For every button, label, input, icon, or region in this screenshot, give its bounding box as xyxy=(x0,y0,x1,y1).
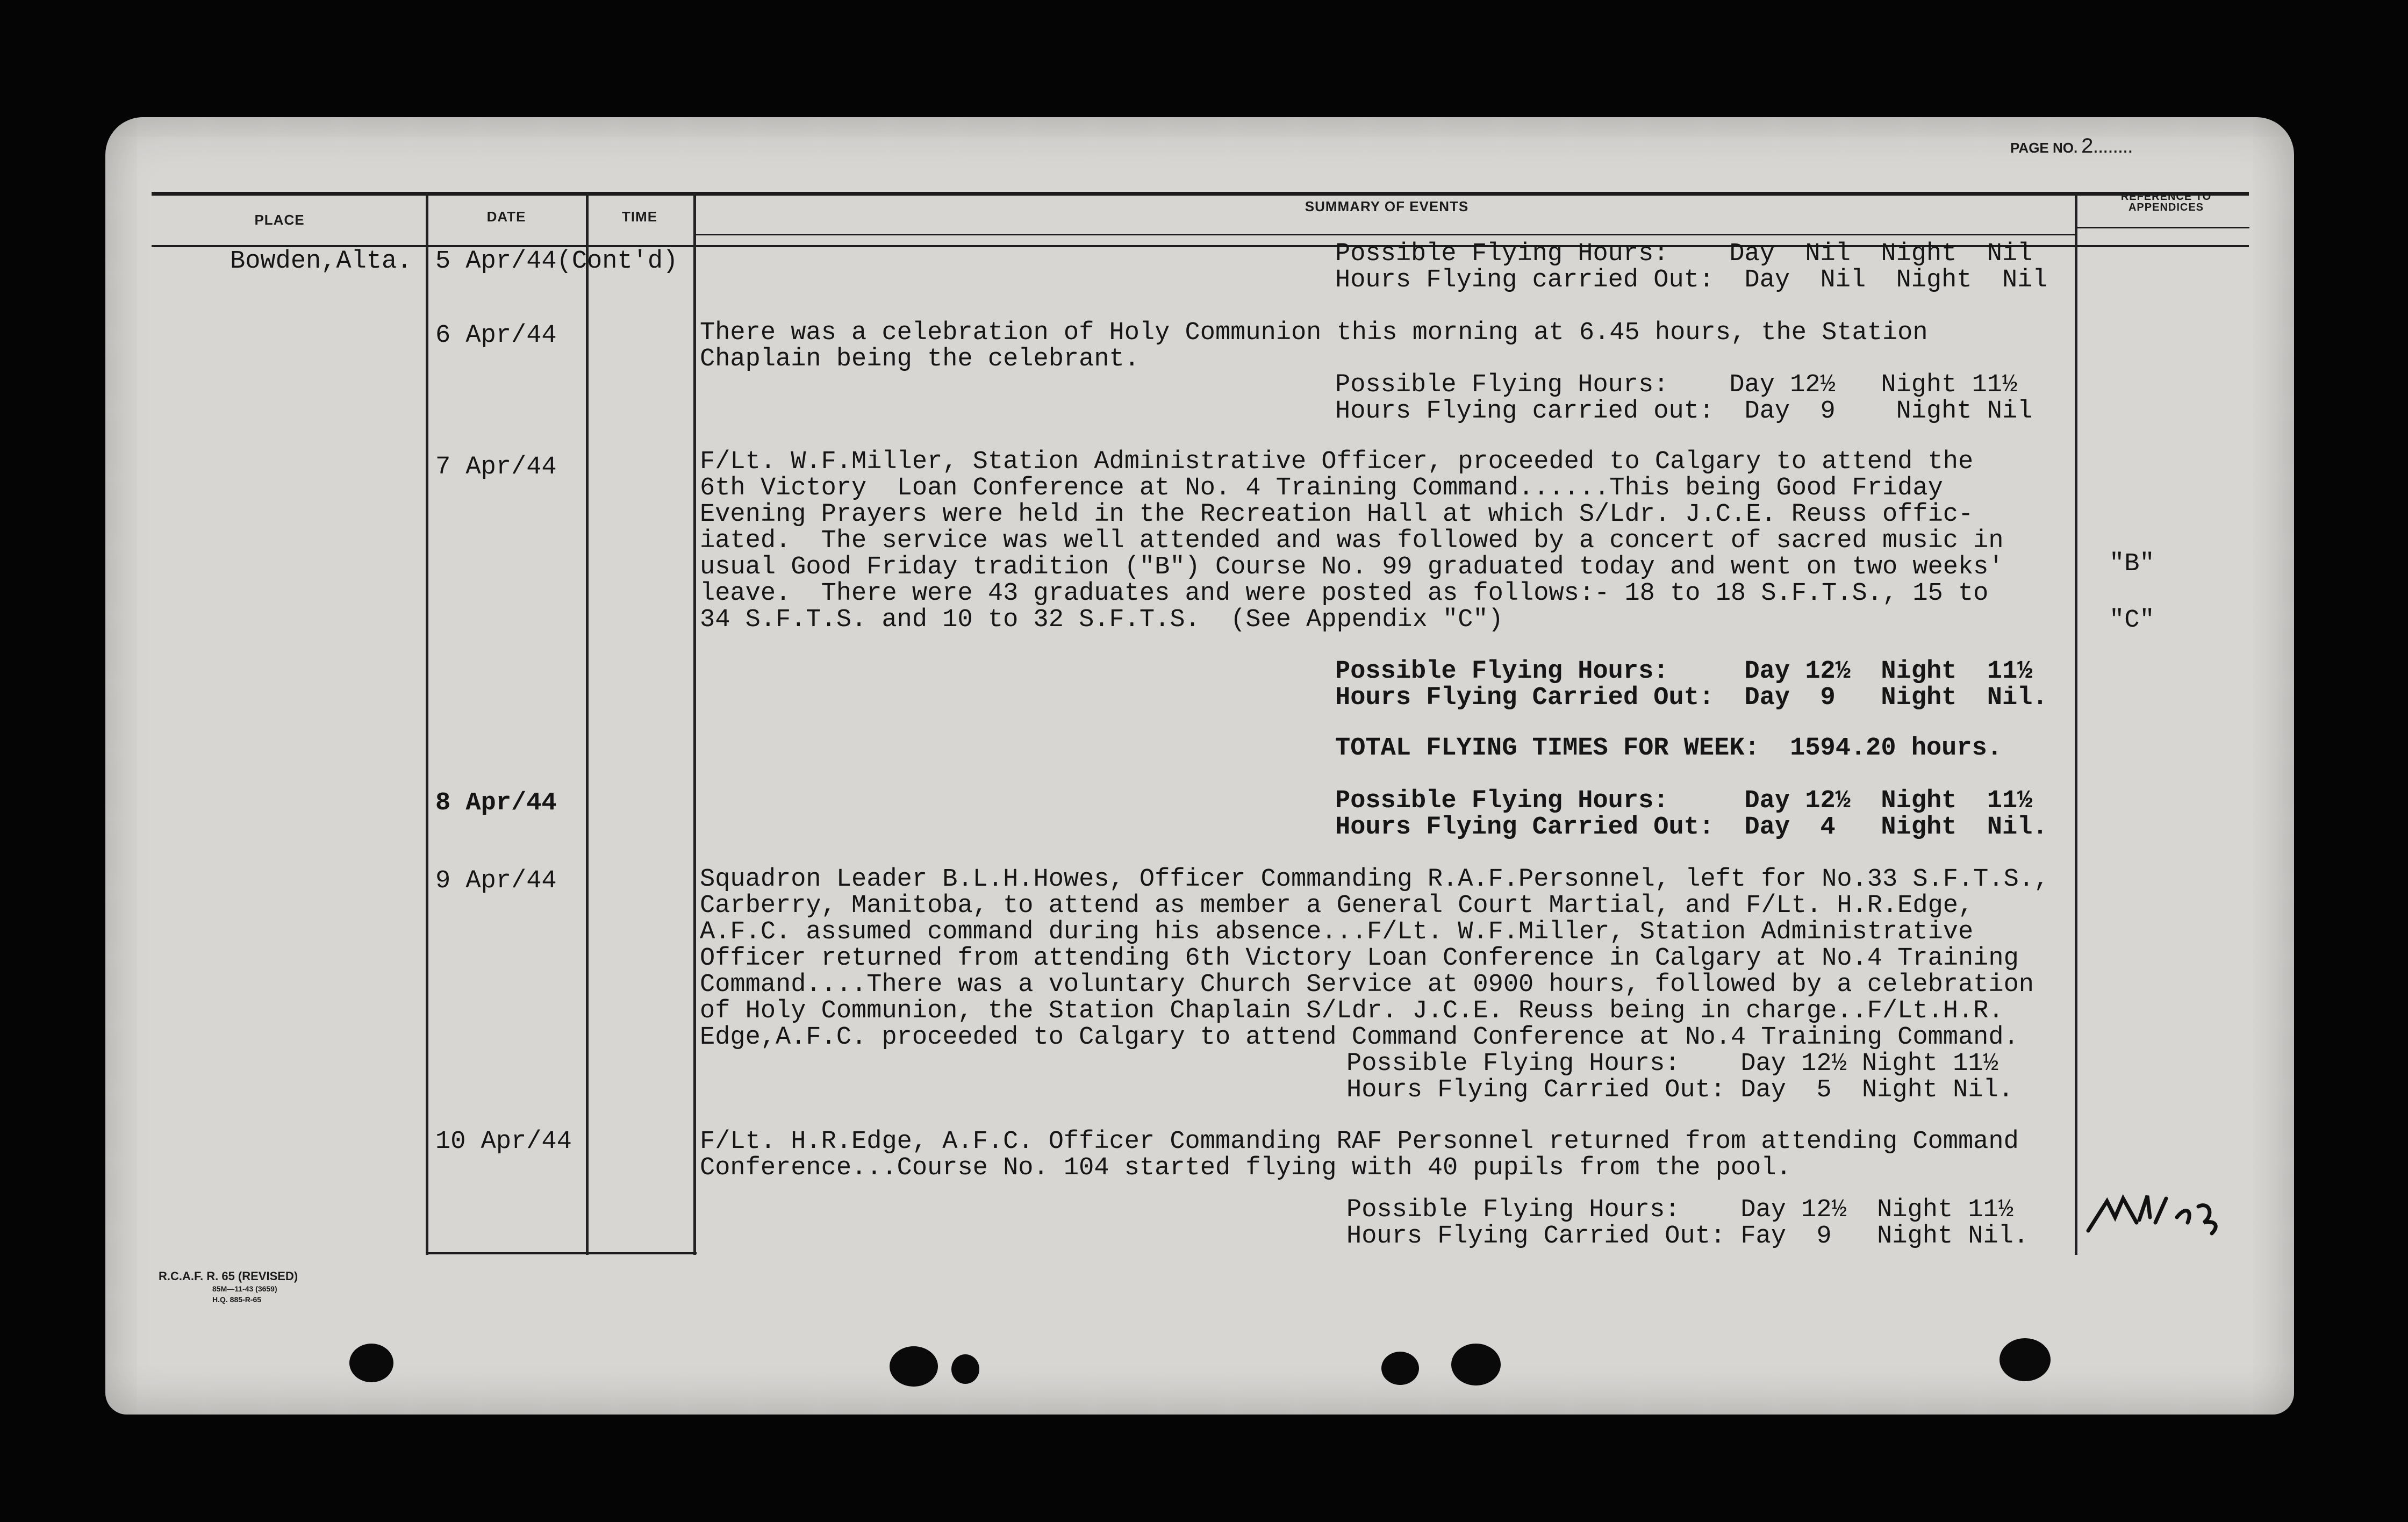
form-number: R.C.A.F. R. 65 (REVISED) xyxy=(159,1269,298,1283)
punch-hole xyxy=(349,1344,393,1382)
date-9-apr: 9 Apr/44 xyxy=(435,867,557,895)
date-7-apr: 7 Apr/44 xyxy=(435,453,557,482)
page-number-value: 2 xyxy=(2081,135,2094,160)
possible-flying-hours-8-apr: Possible Flying Hours: Day 12½ Night 11½ xyxy=(1335,787,2033,815)
header-summary: SUMMARY OF EVENTS xyxy=(1305,198,1469,214)
date-6-apr: 6 Apr/44 xyxy=(435,321,557,350)
summary-9-apr: Squadron Leader B.L.H.Howes, Officer Commanding R.A.F.Personnel, left for No.33 S.F.T.S., Carberry, Manitoba, to attend as member a General Court Martial, and F/Lt. H.R.Edge, A.F.C. assumed command during his absence...F/Lt. W.F.Miller, Station Administrative Officer returned from attending 6th Victory Loan Conference in Calgary at No.4 Training Command....There was a voluntary Church Service at 0900 hours, followed by a celebration of Holy Communion, the Station Chaplain S/Ldr. J.C.E. Reuss being in charge..F/Lt.H.R. Edge,A.F.C. proceeded to Calgary to attend Command Conference at No.4 Training Command. xyxy=(700,865,2049,1052)
page-number-label: PAGE NO. xyxy=(2010,140,2078,156)
punch-hole xyxy=(2000,1338,2051,1381)
column-divider-time-summary xyxy=(693,193,696,1255)
summary-6-apr: There was a celebration of Holy Communion this morning at 6.45 hours, the Station Chaplain being the celebrant. xyxy=(700,319,1928,374)
appendix-ref-b: "B" xyxy=(2109,550,2155,578)
header-top-rule xyxy=(152,192,2249,196)
reference-header-rule xyxy=(2077,227,2249,228)
header-date: DATE xyxy=(486,209,526,225)
appendix-ref-c: "C" xyxy=(2109,606,2155,635)
place-cell: Bowden,Alta. xyxy=(230,247,412,276)
header-place: PLACE xyxy=(254,212,305,228)
possible-flying-hours-9-apr: Possible Flying Hours: Day 12½ Night 11½ xyxy=(1346,1050,1998,1078)
punch-hole xyxy=(1381,1352,1419,1385)
hours-carried-out-7-apr: Hours Flying Carried Out: Day 9 Night Nil. xyxy=(1335,684,2048,712)
header-time: TIME xyxy=(621,209,658,225)
page-number: PAGE NO. 2........ xyxy=(2010,135,2134,160)
hours-carried-out-9-apr: Hours Flying Carried Out: Day 5 Night Nil. xyxy=(1346,1076,2014,1104)
hours-carried-out-5-apr: Hours Flying carried Out: Day Nil Night Nil xyxy=(1335,266,2048,295)
hours-carried-out-6-apr: Hours Flying carried out: Day 9 Night Nil xyxy=(1335,397,2033,426)
date-8-apr: 8 Apr/44 xyxy=(435,789,557,817)
summary-10-apr: F/Lt. H.R.Edge, A.F.C. Officer Commanding RAF Personnel returned from attending Command Conference...Course No. 104 started flying with 40 pupils from the pool. xyxy=(700,1128,2019,1182)
hours-carried-out-8-apr: Hours Flying Carried Out: Day 4 Night Nil. xyxy=(1335,813,2048,842)
punch-hole xyxy=(1451,1344,1501,1385)
date-5-apr: 5 Apr/44(Cont'd) xyxy=(435,247,678,276)
header-reference: REFERENCE TO APPENDICES xyxy=(2120,191,2212,213)
date-10-apr: 10 Apr/44 xyxy=(435,1128,572,1156)
possible-flying-hours-6-apr: Possible Flying Hours: Day 12½ Night 11½ xyxy=(1335,371,2018,399)
column-divider-place-date xyxy=(426,193,428,1255)
summary-header-rule xyxy=(696,234,2077,235)
column-divider-summary-reference xyxy=(2075,193,2077,1255)
table-bottom-rule xyxy=(426,1252,697,1254)
punch-hole xyxy=(890,1346,938,1387)
possible-flying-hours-10-apr: Possible Flying Hours: Day 12½ Night 11½ xyxy=(1346,1196,2014,1224)
hours-carried-out-10-apr: Hours Flying Carried Out: Fay 9 Night Nil. xyxy=(1346,1222,2029,1251)
possible-flying-hours-5-apr: Possible Flying Hours: Day Nil Night Nil xyxy=(1335,240,2033,268)
handwritten-initials xyxy=(2086,1185,2290,1244)
form-hq-code: H.Q. 885-R-65 xyxy=(212,1295,262,1304)
punch-hole xyxy=(951,1354,979,1384)
column-divider-date-time xyxy=(586,193,589,1255)
summary-7-apr: F/Lt. W.F.Miller, Station Administrative Officer, proceeded to Calgary to attend the 6th Victory Loan Conference at No. 4 Training Command......This being Good Friday Evening Prayers were held in the Recreation Hall at which S/Ldr. J.C.E. Reuss offic- iated. The service was well attended and was followed by a concert of sacred music in usual Good Friday tradition ("B") Course No. 99 graduated today and went on two weeks' leave. There were 43 graduates and were posted as follows:- 18 to 18 S.F.T.S., 15 to 34 S.F.T.S. and 10 to 32 S.F.T.S. (See Appendix "C") xyxy=(700,448,2004,634)
possible-flying-hours-7-apr: Possible Flying Hours: Day 12½ Night 11½ xyxy=(1335,657,2033,686)
total-flying-times: TOTAL FLYING TIMES FOR WEEK: 1594.20 hours. xyxy=(1335,734,2003,763)
form-print-code: 85M—11-43 (3659) xyxy=(212,1284,277,1293)
form-reference xyxy=(159,1269,298,1305)
